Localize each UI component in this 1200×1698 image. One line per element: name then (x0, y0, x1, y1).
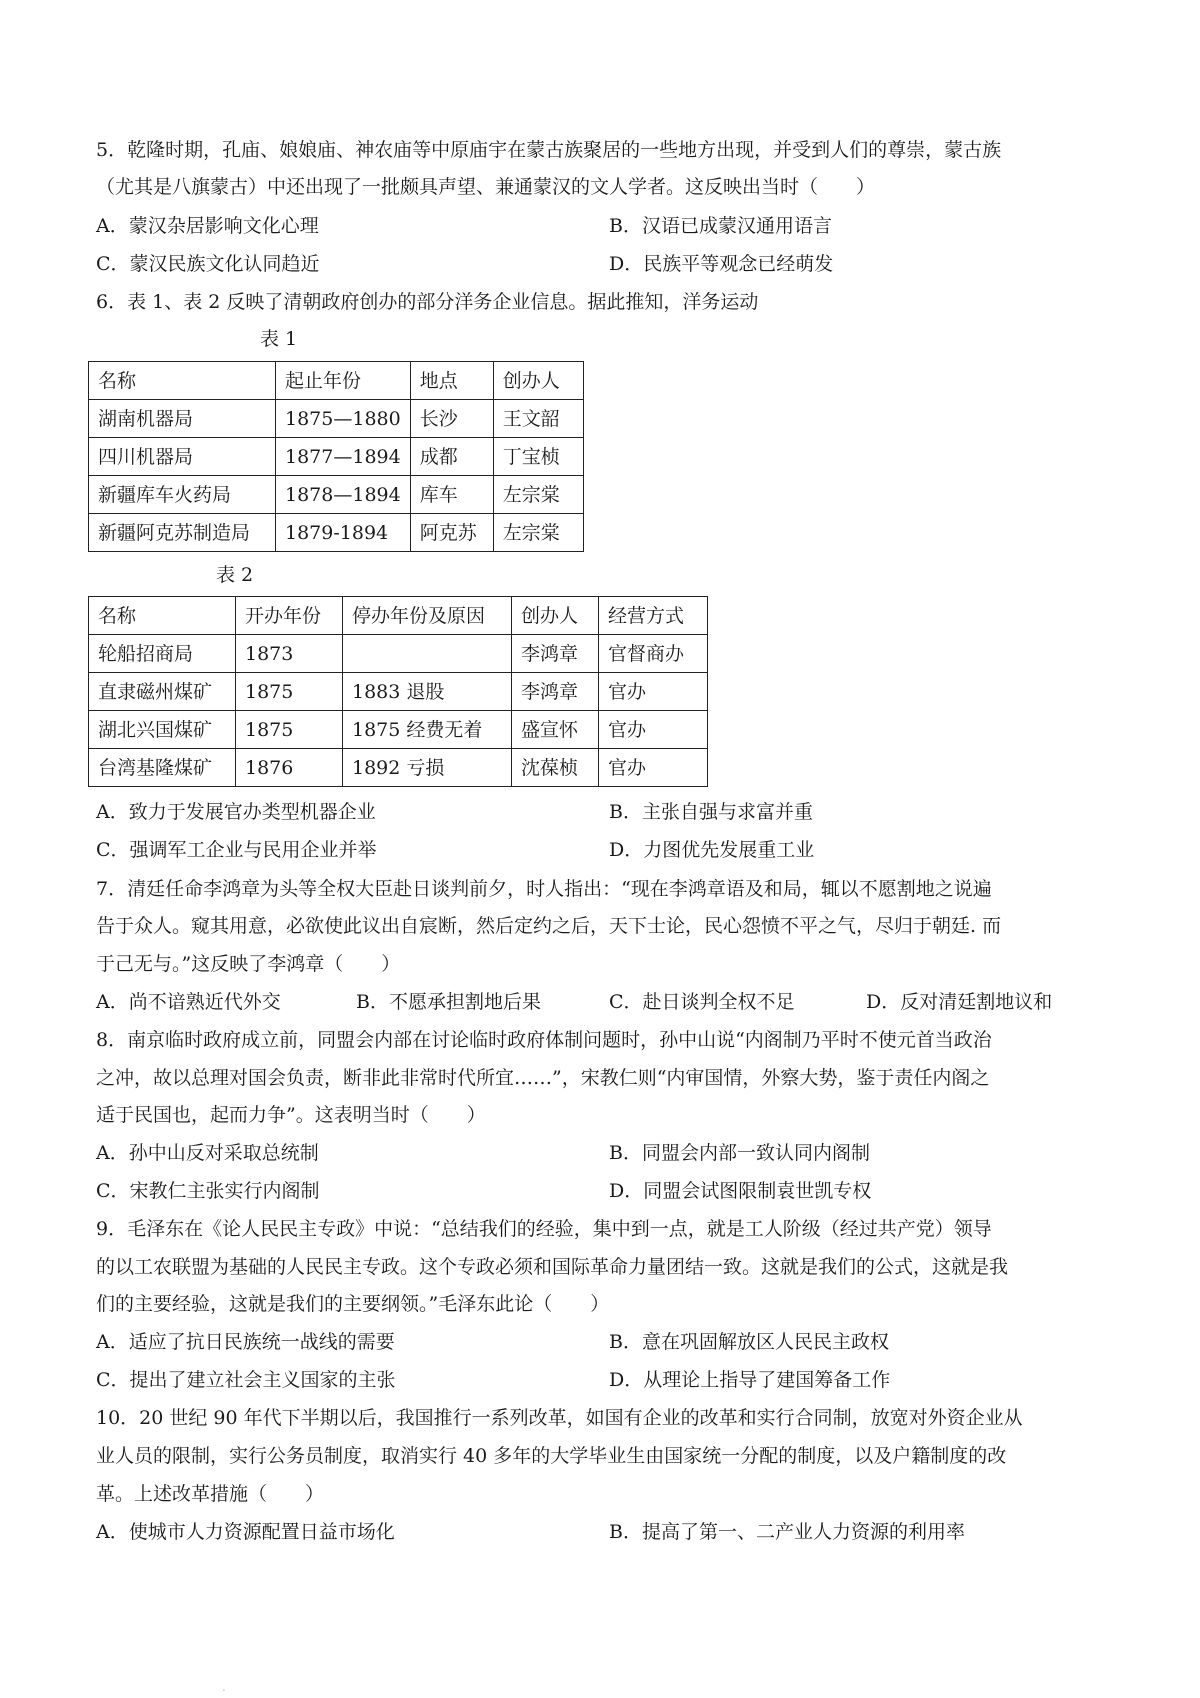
table-cell: 1892 亏损 (343, 749, 512, 787)
q7-option-c[interactable]: C．赴日谈判全权不足 (609, 991, 795, 1013)
table-cell: 盛宣怀 (512, 711, 599, 749)
table-cell: 轮船招商局 (89, 635, 236, 673)
q5-option-b[interactable]: B．汉语已成蒙汉通用语言 (609, 215, 832, 237)
table-cell: 左宗棠 (493, 476, 583, 514)
q8-stem-line-3: 适于民国也，起而力争”。这表明当时（ ） (96, 1104, 486, 1126)
q10-stem-line-1: 10．20 世纪 90 年代下半期以后，我国推行一系列改革，如国有企业的改革和实行合同制，放宽对外资企业从 (96, 1407, 1023, 1429)
table-cell: 新疆库车火药局 (89, 476, 276, 514)
table-row (89, 438, 584, 476)
table-cell: 1879-1894 (276, 514, 411, 552)
table-cell: 1878—1894 (276, 476, 411, 514)
table-row (89, 711, 708, 749)
q7-option-b[interactable]: B．不愿承担割地后果 (356, 991, 541, 1013)
q8-option-c[interactable]: C．宋教仁主张实行内阁制 (96, 1180, 320, 1202)
table1-caption: 表 1 (260, 328, 298, 350)
table1-header-cell: 创办人 (493, 362, 583, 400)
table-cell: 1876 (236, 749, 343, 787)
q9-option-d[interactable]: D．从理论上指导了建国筹备工作 (609, 1369, 891, 1391)
table-cell: 阿克苏 (410, 514, 493, 552)
q8-stem-line-2: 之冲，故以总理对国会负责，断非此非常时代所宜……”，宋教仁则“内审国情，外察大势，鉴于责任内阁之 (96, 1067, 990, 1089)
table-cell: 长沙 (410, 400, 493, 438)
q8-option-a[interactable]: A．孙中山反对采取总统制 (96, 1142, 319, 1164)
q5-option-a[interactable]: A．蒙汉杂居影响文化心理 (96, 215, 319, 237)
table-cell: 湖南机器局 (89, 400, 276, 438)
table2-header-cell: 创办人 (512, 597, 599, 635)
q6-option-d[interactable]: D．力图优先发展重工业 (609, 839, 815, 861)
q10-option-b[interactable]: B．提高了第一、二产业人力资源的利用率 (609, 1521, 965, 1543)
table-cell: 左宗棠 (493, 514, 583, 552)
table2-header-cell: 经营方式 (599, 597, 708, 635)
table-cell: 1875 (236, 673, 343, 711)
q9-stem-line-3: 们的主要经验，这就是我们的主要纲领。”毛泽东此论（ ） (96, 1293, 610, 1315)
table-cell: 库车 (410, 476, 493, 514)
table2-header-cell: 名称 (89, 597, 236, 635)
table-1 (88, 361, 584, 552)
q10-option-a[interactable]: A．使城市人力资源配置日益市场化 (96, 1521, 395, 1543)
q6-option-b[interactable]: B．主张自强与求富并重 (609, 801, 813, 823)
table-cell: 成都 (410, 438, 493, 476)
table-cell: 官督商办 (599, 635, 708, 673)
q9-option-b[interactable]: B．意在巩固解放区人民民主政权 (609, 1331, 889, 1353)
table-cell (343, 635, 512, 673)
table-cell: 直隶磁州煤矿 (89, 673, 236, 711)
q5-stem-line-1: 5．乾隆时期，孔庙、娘娘庙、神农庙等中原庙宇在蒙古族聚居的一些地方出现，并受到人们的尊崇，蒙古族 (96, 139, 1002, 161)
table-cell: 李鸿章 (512, 635, 599, 673)
q9-option-c[interactable]: C．提出了建立社会主义国家的主张 (96, 1369, 396, 1391)
q9-stem-line-1: 9．毛泽东在《论人民民主专政》中说：“总结我们的经验，集中到一点，就是工人阶级（经过共产党）领导 (96, 1218, 992, 1240)
q5-option-c[interactable]: C．蒙汉民族文化认同趋近 (96, 253, 320, 275)
q7-stem-line-1: 7．清廷任命李鸿章为头等全权大臣赴日谈判前夕，时人指出：“现在李鸿章语及和局，辄以不愿割地之说遍 (96, 878, 992, 900)
table-cell: 台湾基隆煤矿 (89, 749, 236, 787)
table1-header-cell: 地点 (410, 362, 493, 400)
table1-header-row (89, 362, 584, 400)
q10-stem-line-3: 革。上述改革措施（ ） (96, 1483, 325, 1505)
table1-header-cell: 名称 (89, 362, 276, 400)
table-cell: 1877—1894 (276, 438, 411, 476)
table-row (89, 749, 708, 787)
table-row (89, 514, 584, 552)
table-row (89, 635, 708, 673)
table2-header-cell: 开办年份 (236, 597, 343, 635)
table-row (89, 476, 584, 514)
q7-option-d[interactable]: D．反对清廷割地议和 (866, 991, 1053, 1013)
q8-stem-line-1: 8．南京临时政府成立前，同盟会内部在讨论临时政府体制问题时，孙中山说“内阁制乃平时不使元首当政治 (96, 1029, 992, 1051)
table-cell: 1875—1880 (276, 400, 411, 438)
q6-option-c[interactable]: C．强调军工企业与民用企业并举 (96, 839, 377, 861)
q9-stem-line-2: 的以工农联盟为基础的人民民主专政。这个专政必须和国际革命力量团结一致。这就是我们的公式，这就是我 (96, 1256, 1009, 1278)
q7-stem-line-2: 告于众人。窥其用意，必欲使此议出自宸断，然后定约之后，天下士论，民心怨愤不平之气，尽归于朝廷. 而 (96, 915, 1002, 937)
q8-option-d[interactable]: D．同盟会试图限制袁世凯专权 (609, 1180, 872, 1202)
table-cell: 四川机器局 (89, 438, 276, 476)
table-row (89, 673, 708, 711)
table-cell: 沈葆桢 (512, 749, 599, 787)
table-cell: 王文韶 (493, 400, 583, 438)
table-cell: 1875 (236, 711, 343, 749)
table-cell: 官办 (599, 673, 708, 711)
q8-option-b[interactable]: B．同盟会内部一致认同内阁制 (609, 1142, 870, 1164)
table-cell: 新疆阿克苏制造局 (89, 514, 276, 552)
table-cell: 1883 退股 (343, 673, 512, 711)
q9-option-a[interactable]: A．适应了抗日民族统一战线的需要 (96, 1331, 395, 1353)
q6-stem: 6．表 1、表 2 反映了清朝政府创办的部分洋务企业信息。据此推知，洋务运动 (96, 291, 759, 313)
table-2 (88, 596, 708, 787)
q10-stem-line-2: 业人员的限制，实行公务员制度，取消实行 40 多年的大学毕业生由国家统一分配的制度，以及户籍制度的改 (96, 1445, 1007, 1467)
table-cell: 1873 (236, 635, 343, 673)
table-cell: 丁宝桢 (493, 438, 583, 476)
table-cell: 官办 (599, 711, 708, 749)
table-cell: 湖北兴国煤矿 (89, 711, 236, 749)
table-cell: 官办 (599, 749, 708, 787)
table-row (89, 400, 584, 438)
footer-mark: . (222, 1680, 226, 1694)
q5-stem-line-2: （尤其是八旗蒙古）中还出现了一批颇具声望、兼通蒙汉的文人学者。这反映出当时（ ） (96, 176, 876, 198)
table2-caption: 表 2 (216, 564, 254, 586)
q5-option-d[interactable]: D．民族平等观念已经萌发 (609, 253, 834, 275)
table-cell: 1875 经费无着 (343, 711, 512, 749)
q6-option-a[interactable]: A．致力于发展官办类型机器企业 (96, 801, 376, 823)
table1-header-cell: 起止年份 (276, 362, 411, 400)
q7-option-a[interactable]: A．尚不谙熟近代外交 (96, 991, 281, 1013)
q7-stem-line-3: 于己无与。”这反映了李鸿章（ ） (96, 953, 401, 975)
table-cell: 李鸿章 (512, 673, 599, 711)
table2-header-cell: 停办年份及原因 (343, 597, 512, 635)
table2-header-row (89, 597, 708, 635)
